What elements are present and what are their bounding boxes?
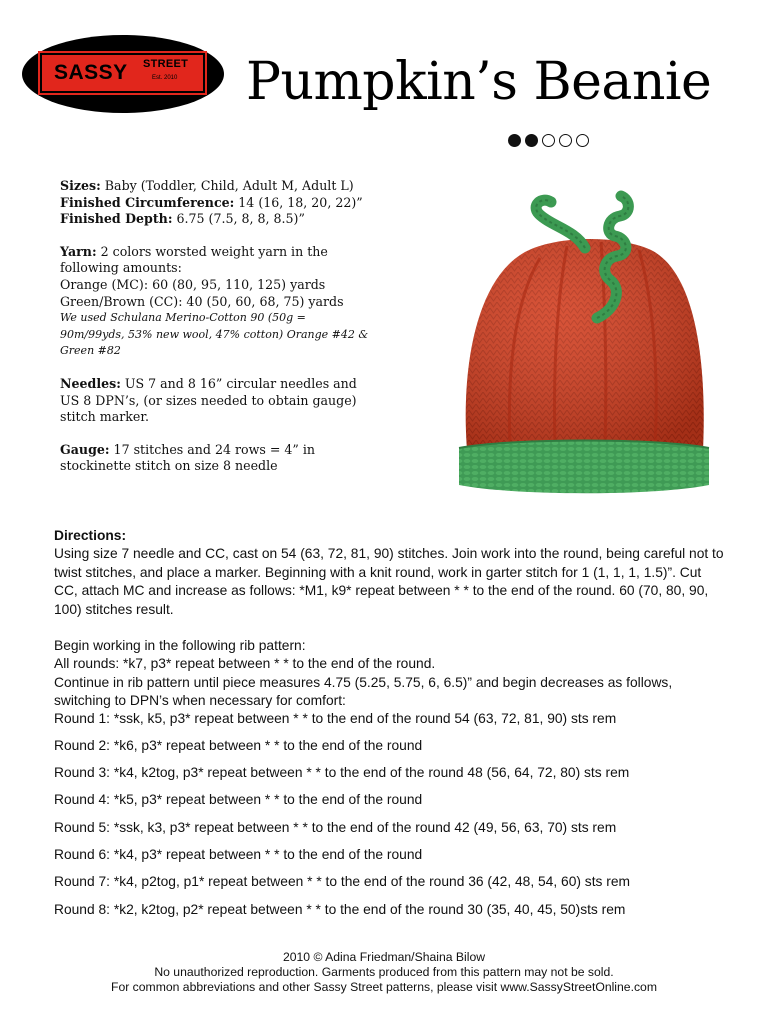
gauge-line (60, 442, 370, 475)
yarn-label: Yarn: (60, 243, 97, 259)
logo-street: STREET (143, 58, 189, 70)
difficulty-dot-empty (559, 134, 572, 147)
needles-line (60, 376, 370, 426)
round-1: Round 1: *ssk, k5, p3* repeat between * * to the end of the round 54 (63, 72, 81, 90) sts rem (54, 711, 617, 726)
rib-intro: Begin working in the following rib pattern: (54, 638, 306, 654)
directions-heading: Directions: (54, 528, 127, 543)
circumference-label: Finished Circumference: (60, 194, 235, 210)
sassy-street-logo (22, 35, 224, 113)
difficulty-dot-filled (508, 134, 521, 147)
round-6: Round 6: *k4, p3* repeat between * * to the end of the round (54, 847, 423, 862)
yarn-orange: Orange (MC): 60 (80, 95, 110, 125) yards (60, 276, 326, 292)
difficulty-dot-empty (576, 134, 589, 147)
pattern-specs (60, 178, 370, 475)
logo-brand: SASSY (54, 61, 128, 84)
difficulty-dot-filled (525, 134, 538, 147)
circumference-value: 14 (16, 18, 20, 22)” (234, 194, 363, 210)
gauge-label: Gauge: (60, 441, 110, 457)
round-3: Round 3: *k4, k2tog, p3* repeat between * * to the end of the round 48 (56, 64, 72, 80) sts rem (54, 765, 630, 780)
sizes-value: Baby (Toddler, Child, Adult M, Adult L) (100, 178, 354, 193)
footer-notice: No unauthorized reproduction. Garments produced from this pattern may not be sold. (154, 965, 614, 979)
yarn-value: 2 colors worsted weight yarn in the following amounts: (60, 243, 328, 276)
round-8: Round 8: *k2, k2tog, p2* repeat between * * to the end of the round 30 (35, 40, 45, 50)sts rem (54, 902, 626, 917)
depth-label: Finished Depth: (60, 211, 173, 227)
rib-continue: Continue in rib pattern until piece measures 4.75 (5.25, 5.75, 6, 6.5)” and begin decreases as follows, switching to DPN’s when necessary for comfort: (54, 674, 673, 709)
difficulty-rating (508, 134, 589, 147)
sizes-line (60, 178, 370, 195)
rib-all-rounds: All rounds: *k7, p3* repeat between * * to the end of the round. (54, 656, 436, 672)
gauge-value: 17 stitches and 24 rows = 4” in stockinette stitch on size 8 needle (60, 441, 315, 474)
directions-cast-on: Using size 7 needle and CC, cast on 54 (63, 72, 81, 90) stitches. Join work into the round, being careful not to twist stitches, and place a marker. Beginning with a knit round, work in garter stitch for 1 (1, 1, 1, 1.5)”. Cut CC, attach MC and increase as follows: *M1, k9* repeat between * * to the end of the round. 60 (70, 80, 90, 100) stitches result. (54, 546, 724, 617)
pattern-title: Pumpkin’s Beanie (246, 52, 712, 112)
round-2: Round 2: *k6, p3* repeat between * * to the end of the round (54, 738, 423, 753)
footer-copyright: 2010 © Adina Friedman/Shaina Bilow (282, 950, 486, 964)
needles-label: Needles: (60, 375, 121, 391)
round-7: Round 7: *k4, p2tog, p1* repeat between * * to the end of the round 36 (42, 48, 54, 60) sts rem (54, 874, 631, 889)
yarn-line (60, 244, 370, 277)
pumpkin-beanie-photo (455, 170, 713, 505)
round-5: Round 5: *ssk, k3, p3* repeat between * * to the end of the round 42 (49, 56, 63, 70) sts rem (54, 820, 617, 835)
depth-value: 6.75 (7.5, 8, 8, 8.5)” (172, 211, 305, 227)
depth-line (60, 211, 370, 228)
logo-est: Est. 2010 (152, 75, 178, 81)
directions-section (54, 527, 724, 711)
yarn-green: Green/Brown (CC): 40 (50, 60, 68, 75) yards (60, 293, 344, 309)
sizes-label: Sizes: (60, 178, 101, 193)
needles-value: US 7 and 8 16” circular needles and US 8 DPN’s, (or sizes needed to obtain gauge) stitch marker. (60, 375, 357, 425)
yarn-note: We used Schulana Merino-Cotton 90 (50g = 90m/99yds, 53% new wool, 47% cotton) Orange #42 & Green #82 (60, 311, 369, 358)
round-4: Round 4: *k5, p3* repeat between * * to the end of the round (54, 792, 423, 807)
difficulty-dot-empty (542, 134, 555, 147)
circumference-line (60, 195, 370, 212)
footer-visit: For common abbreviations and other Sassy Street patterns, please visit www.SassyStreetOnline.com (111, 980, 657, 994)
page-footer (0, 950, 768, 995)
logo-plate (40, 53, 205, 93)
